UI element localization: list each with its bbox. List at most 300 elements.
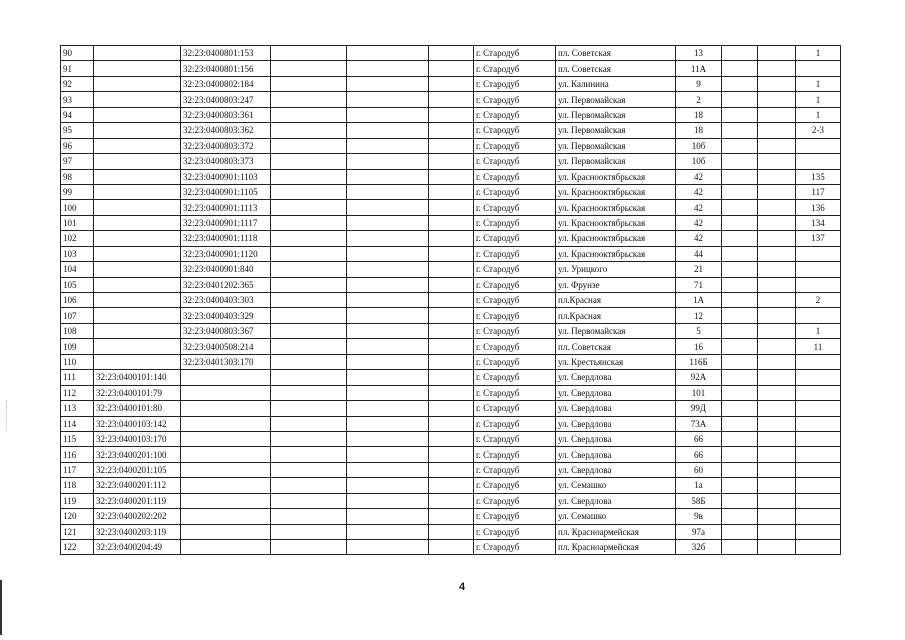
empty-cell (722, 200, 758, 215)
cadastral-number-building (181, 385, 271, 400)
table-row (61, 169, 841, 184)
apartment-cell: 1 (796, 323, 841, 338)
empty-cell (347, 524, 429, 539)
cadastral-number-land (94, 339, 181, 354)
house-number-cell: 42 (676, 169, 722, 184)
table-row (61, 462, 841, 477)
table-row (61, 154, 841, 169)
table-row (61, 200, 841, 215)
empty-cell (722, 154, 758, 169)
empty-cell (347, 478, 429, 493)
apartment-cell: 1 (796, 107, 841, 122)
table-row (61, 478, 841, 493)
row-number: 109 (61, 339, 94, 354)
cadastral-number-land (94, 154, 181, 169)
cadastral-number-land: 32:23:0400101:79 (94, 385, 181, 400)
table-row (61, 339, 841, 354)
cadastral-number-building (181, 524, 271, 539)
empty-cell (347, 246, 429, 261)
empty-cell (758, 61, 796, 76)
cadastral-number-land: 32:23:0400201:119 (94, 493, 181, 508)
empty-cell (722, 401, 758, 416)
table-row (61, 262, 841, 277)
cadastral-number-land: 32:23:0400101:140 (94, 370, 181, 385)
cadastral-number-land (94, 262, 181, 277)
empty-cell (722, 246, 758, 261)
empty-cell (271, 323, 347, 338)
empty-cell (271, 401, 347, 416)
cadastral-number-land (94, 169, 181, 184)
cadastral-number-building (181, 462, 271, 477)
house-number-cell: 13 (676, 46, 722, 61)
empty-cell (429, 107, 474, 122)
empty-cell (722, 339, 758, 354)
house-number-cell: 9 (676, 76, 722, 91)
table-row (61, 308, 841, 323)
city-cell: г. Стародуб (474, 215, 556, 230)
empty-cell (429, 76, 474, 91)
empty-cell (429, 323, 474, 338)
empty-cell (271, 540, 347, 555)
cadastral-number-building: 32:23:0400403:303 (181, 293, 271, 308)
city-cell: г. Стародуб (474, 509, 556, 524)
city-cell: г. Стародуб (474, 478, 556, 493)
cadastral-number-building: 32:23:0400803:247 (181, 92, 271, 107)
empty-cell (758, 123, 796, 138)
table-row (61, 293, 841, 308)
city-cell: г. Стародуб (474, 123, 556, 138)
empty-cell (722, 524, 758, 539)
empty-cell (429, 200, 474, 215)
cadastral-number-building (181, 416, 271, 431)
row-number: 117 (61, 462, 94, 477)
house-number-cell: 71 (676, 277, 722, 292)
empty-cell (347, 154, 429, 169)
empty-cell (429, 354, 474, 369)
street-cell: ул. Краснооктябрьская (556, 246, 676, 261)
empty-cell (347, 46, 429, 61)
empty-cell (347, 370, 429, 385)
row-number: 110 (61, 354, 94, 369)
empty-cell (429, 339, 474, 354)
city-cell: г. Стародуб (474, 293, 556, 308)
empty-cell (347, 123, 429, 138)
empty-cell (758, 478, 796, 493)
empty-cell (271, 169, 347, 184)
empty-cell (271, 478, 347, 493)
cadastral-number-land (94, 354, 181, 369)
row-number: 91 (61, 61, 94, 76)
street-cell: ул. Первомайская (556, 154, 676, 169)
house-number-cell: 66 (676, 447, 722, 462)
empty-cell (429, 493, 474, 508)
empty-cell (271, 262, 347, 277)
city-cell: г. Стародуб (474, 76, 556, 91)
empty-cell (271, 462, 347, 477)
house-number-cell: 12 (676, 308, 722, 323)
empty-cell (758, 540, 796, 555)
apartment-cell (796, 308, 841, 323)
city-cell: г. Стародуб (474, 354, 556, 369)
cadastral-number-land (94, 46, 181, 61)
empty-cell (347, 540, 429, 555)
row-number: 113 (61, 401, 94, 416)
empty-cell (722, 107, 758, 122)
empty-cell (347, 169, 429, 184)
row-number: 119 (61, 493, 94, 508)
cadastral-number-land: 32:23:0400103:170 (94, 431, 181, 446)
apartment-cell (796, 524, 841, 539)
empty-cell (347, 61, 429, 76)
city-cell: г. Стародуб (474, 92, 556, 107)
city-cell: г. Стародуб (474, 540, 556, 555)
empty-cell (758, 277, 796, 292)
city-cell: г. Стародуб (474, 61, 556, 76)
empty-cell (429, 184, 474, 199)
empty-cell (347, 431, 429, 446)
cadastral-number-land: 32:23:0400101:80 (94, 401, 181, 416)
city-cell: г. Стародуб (474, 107, 556, 122)
cadastral-number-building: 32:23:0400508:214 (181, 339, 271, 354)
empty-cell (758, 154, 796, 169)
table-row (61, 385, 841, 400)
cadastral-number-building (181, 370, 271, 385)
cadastral-number-land (94, 200, 181, 215)
cadastral-number-land: 32:23:0400204:49 (94, 540, 181, 555)
empty-cell (347, 231, 429, 246)
row-number: 98 (61, 169, 94, 184)
empty-cell (722, 76, 758, 91)
table-row (61, 246, 841, 261)
apartment-cell: 1 (796, 76, 841, 91)
empty-cell (758, 370, 796, 385)
empty-cell (722, 462, 758, 477)
empty-cell (271, 385, 347, 400)
empty-cell (758, 447, 796, 462)
cadastral-number-land: 32:23:0400103:142 (94, 416, 181, 431)
empty-cell (758, 262, 796, 277)
house-number-cell: 2 (676, 92, 722, 107)
house-number-cell: 1А (676, 293, 722, 308)
empty-cell (271, 416, 347, 431)
empty-cell (758, 293, 796, 308)
apartment-cell (796, 478, 841, 493)
street-cell: ул. Первомайская (556, 138, 676, 153)
house-number-cell: 99Д (676, 401, 722, 416)
empty-cell (758, 215, 796, 230)
cadastral-number-building (181, 540, 271, 555)
cadastral-number-land (94, 323, 181, 338)
table-row (61, 277, 841, 292)
row-number: 122 (61, 540, 94, 555)
cadastral-number-building: 32:23:0400803:367 (181, 323, 271, 338)
empty-cell (347, 447, 429, 462)
empty-cell (347, 277, 429, 292)
cadastral-number-building (181, 509, 271, 524)
city-cell: г. Стародуб (474, 493, 556, 508)
empty-cell (429, 277, 474, 292)
cadastral-number-land: 32:23:0400201:112 (94, 478, 181, 493)
objects-table (60, 45, 841, 555)
table-row (61, 323, 841, 338)
row-number: 101 (61, 215, 94, 230)
empty-cell (758, 138, 796, 153)
empty-cell (758, 509, 796, 524)
table-row (61, 540, 841, 555)
house-number-cell: 42 (676, 200, 722, 215)
empty-cell (758, 493, 796, 508)
row-number: 116 (61, 447, 94, 462)
empty-cell (271, 493, 347, 508)
cadastral-number-land (94, 246, 181, 261)
empty-cell (271, 215, 347, 230)
apartment-cell (796, 154, 841, 169)
house-number-cell: 92А (676, 370, 722, 385)
cadastral-number-land: 32:23:0400203:119 (94, 524, 181, 539)
empty-cell (722, 277, 758, 292)
house-number-cell: 10б (676, 154, 722, 169)
empty-cell (429, 246, 474, 261)
city-cell: г. Стародуб (474, 184, 556, 199)
empty-cell (271, 92, 347, 107)
row-number: 105 (61, 277, 94, 292)
row-number: 112 (61, 385, 94, 400)
street-cell: ул. Первомайская (556, 123, 676, 138)
cadastral-number-land (94, 184, 181, 199)
empty-cell (722, 46, 758, 61)
empty-cell (429, 262, 474, 277)
city-cell: г. Стародуб (474, 431, 556, 446)
apartment-cell (796, 138, 841, 153)
apartment-cell: 2 (796, 293, 841, 308)
house-number-cell: 42 (676, 184, 722, 199)
cadastral-number-building (181, 478, 271, 493)
apartment-cell (796, 277, 841, 292)
empty-cell (271, 524, 347, 539)
table-row (61, 416, 841, 431)
empty-cell (758, 416, 796, 431)
scan-edge-line (0, 580, 2, 635)
scan-artifact (6, 400, 8, 430)
street-cell: ул. Краснооктябрьская (556, 215, 676, 230)
empty-cell (758, 231, 796, 246)
street-cell: ул. Свердлова (556, 401, 676, 416)
cadastral-number-land: 32:23:0400202:202 (94, 509, 181, 524)
street-cell: ул. Первомайская (556, 92, 676, 107)
row-number: 121 (61, 524, 94, 539)
empty-cell (722, 447, 758, 462)
cadastral-number-land (94, 293, 181, 308)
street-cell: пл. Советская (556, 339, 676, 354)
street-cell: ул. Свердлова (556, 416, 676, 431)
row-number: 95 (61, 123, 94, 138)
row-number: 120 (61, 509, 94, 524)
empty-cell (758, 524, 796, 539)
empty-cell (347, 92, 429, 107)
street-cell: ул. Крестьянская (556, 354, 676, 369)
house-number-cell: 21 (676, 262, 722, 277)
street-cell: ул. Свердлова (556, 462, 676, 477)
house-number-cell: 60 (676, 462, 722, 477)
street-cell: ул. Свердлова (556, 447, 676, 462)
cadastral-number-land (94, 277, 181, 292)
street-cell: пл.Красная (556, 308, 676, 323)
row-number: 107 (61, 308, 94, 323)
empty-cell (347, 493, 429, 508)
empty-cell (429, 462, 474, 477)
empty-cell (758, 200, 796, 215)
table-row (61, 76, 841, 91)
street-cell: ул. Семашко (556, 478, 676, 493)
table-row (61, 61, 841, 76)
empty-cell (271, 447, 347, 462)
table-row (61, 107, 841, 122)
empty-cell (271, 293, 347, 308)
table-row (61, 123, 841, 138)
street-cell: ул. Первомайская (556, 323, 676, 338)
empty-cell (271, 46, 347, 61)
street-cell: ул. Урицкого (556, 262, 676, 277)
table-row (61, 447, 841, 462)
empty-cell (429, 169, 474, 184)
empty-cell (429, 540, 474, 555)
apartment-cell (796, 262, 841, 277)
empty-cell (429, 215, 474, 230)
empty-cell (429, 138, 474, 153)
cadastral-number-building: 32:23:0400901:1118 (181, 231, 271, 246)
apartment-cell (796, 416, 841, 431)
document-table-wrapper (60, 45, 841, 555)
house-number-cell: 10б (676, 138, 722, 153)
empty-cell (347, 184, 429, 199)
table-row (61, 92, 841, 107)
empty-cell (347, 416, 429, 431)
table-row (61, 431, 841, 446)
street-cell: пл. Красноармейская (556, 540, 676, 555)
cadastral-number-building: 32:23:0400803:361 (181, 107, 271, 122)
empty-cell (271, 509, 347, 524)
row-number: 111 (61, 370, 94, 385)
apartment-cell: 1 (796, 46, 841, 61)
empty-cell (429, 231, 474, 246)
empty-cell (758, 46, 796, 61)
table-row (61, 524, 841, 539)
empty-cell (347, 509, 429, 524)
apartment-cell (796, 246, 841, 261)
city-cell: г. Стародуб (474, 277, 556, 292)
table-row (61, 370, 841, 385)
cadastral-number-building: 32:23:0400801:156 (181, 61, 271, 76)
empty-cell (271, 123, 347, 138)
cadastral-number-land (94, 138, 181, 153)
city-cell: г. Стародуб (474, 262, 556, 277)
empty-cell (429, 431, 474, 446)
street-cell: ул. Свердлова (556, 493, 676, 508)
cadastral-number-building: 32:23:0400803:373 (181, 154, 271, 169)
cadastral-number-land: 32:23:0400201:100 (94, 447, 181, 462)
empty-cell (429, 154, 474, 169)
city-cell: г. Стародуб (474, 385, 556, 400)
empty-cell (429, 416, 474, 431)
empty-cell (758, 431, 796, 446)
empty-cell (758, 462, 796, 477)
empty-cell (722, 262, 758, 277)
table-row (61, 231, 841, 246)
table-row (61, 509, 841, 524)
empty-cell (271, 76, 347, 91)
house-number-cell: 42 (676, 231, 722, 246)
apartment-cell: 135 (796, 169, 841, 184)
empty-cell (722, 231, 758, 246)
empty-cell (722, 169, 758, 184)
house-number-cell: 18 (676, 123, 722, 138)
city-cell: г. Стародуб (474, 447, 556, 462)
empty-cell (271, 308, 347, 323)
apartment-cell: 117 (796, 184, 841, 199)
apartment-cell (796, 447, 841, 462)
cadastral-number-building: 32:23:0400802:184 (181, 76, 271, 91)
empty-cell (347, 215, 429, 230)
cadastral-number-building (181, 493, 271, 508)
city-cell: г. Стародуб (474, 323, 556, 338)
city-cell: г. Стародуб (474, 246, 556, 261)
empty-cell (271, 200, 347, 215)
house-number-cell: 32б (676, 540, 722, 555)
street-cell: ул. Семашко (556, 509, 676, 524)
street-cell: ул. Первомайская (556, 107, 676, 122)
apartment-cell (796, 431, 841, 446)
empty-cell (722, 354, 758, 369)
house-number-cell: 44 (676, 246, 722, 261)
empty-cell (722, 123, 758, 138)
cadastral-number-building: 32:23:0400403:329 (181, 308, 271, 323)
city-cell: г. Стародуб (474, 231, 556, 246)
apartment-cell: 136 (796, 200, 841, 215)
cadastral-number-land (94, 123, 181, 138)
apartment-cell (796, 354, 841, 369)
empty-cell (271, 354, 347, 369)
empty-cell (429, 478, 474, 493)
empty-cell (429, 293, 474, 308)
empty-cell (429, 401, 474, 416)
empty-cell (271, 339, 347, 354)
empty-cell (429, 123, 474, 138)
table-body (61, 46, 841, 555)
empty-cell (347, 339, 429, 354)
empty-cell (758, 323, 796, 338)
empty-cell (758, 184, 796, 199)
table-row (61, 184, 841, 199)
empty-cell (758, 169, 796, 184)
apartment-cell (796, 540, 841, 555)
cadastral-number-building: 32:23:0400901:1103 (181, 169, 271, 184)
house-number-cell: 101 (676, 385, 722, 400)
street-cell: ул. Краснооктябрьская (556, 200, 676, 215)
empty-cell (429, 46, 474, 61)
empty-cell (429, 308, 474, 323)
city-cell: г. Стародуб (474, 308, 556, 323)
empty-cell (722, 308, 758, 323)
empty-cell (722, 184, 758, 199)
house-number-cell: 18 (676, 107, 722, 122)
cadastral-number-building (181, 431, 271, 446)
empty-cell (347, 138, 429, 153)
cadastral-number-building: 32:23:0400901:1117 (181, 215, 271, 230)
row-number: 97 (61, 154, 94, 169)
empty-cell (429, 61, 474, 76)
empty-cell (722, 431, 758, 446)
row-number: 96 (61, 138, 94, 153)
